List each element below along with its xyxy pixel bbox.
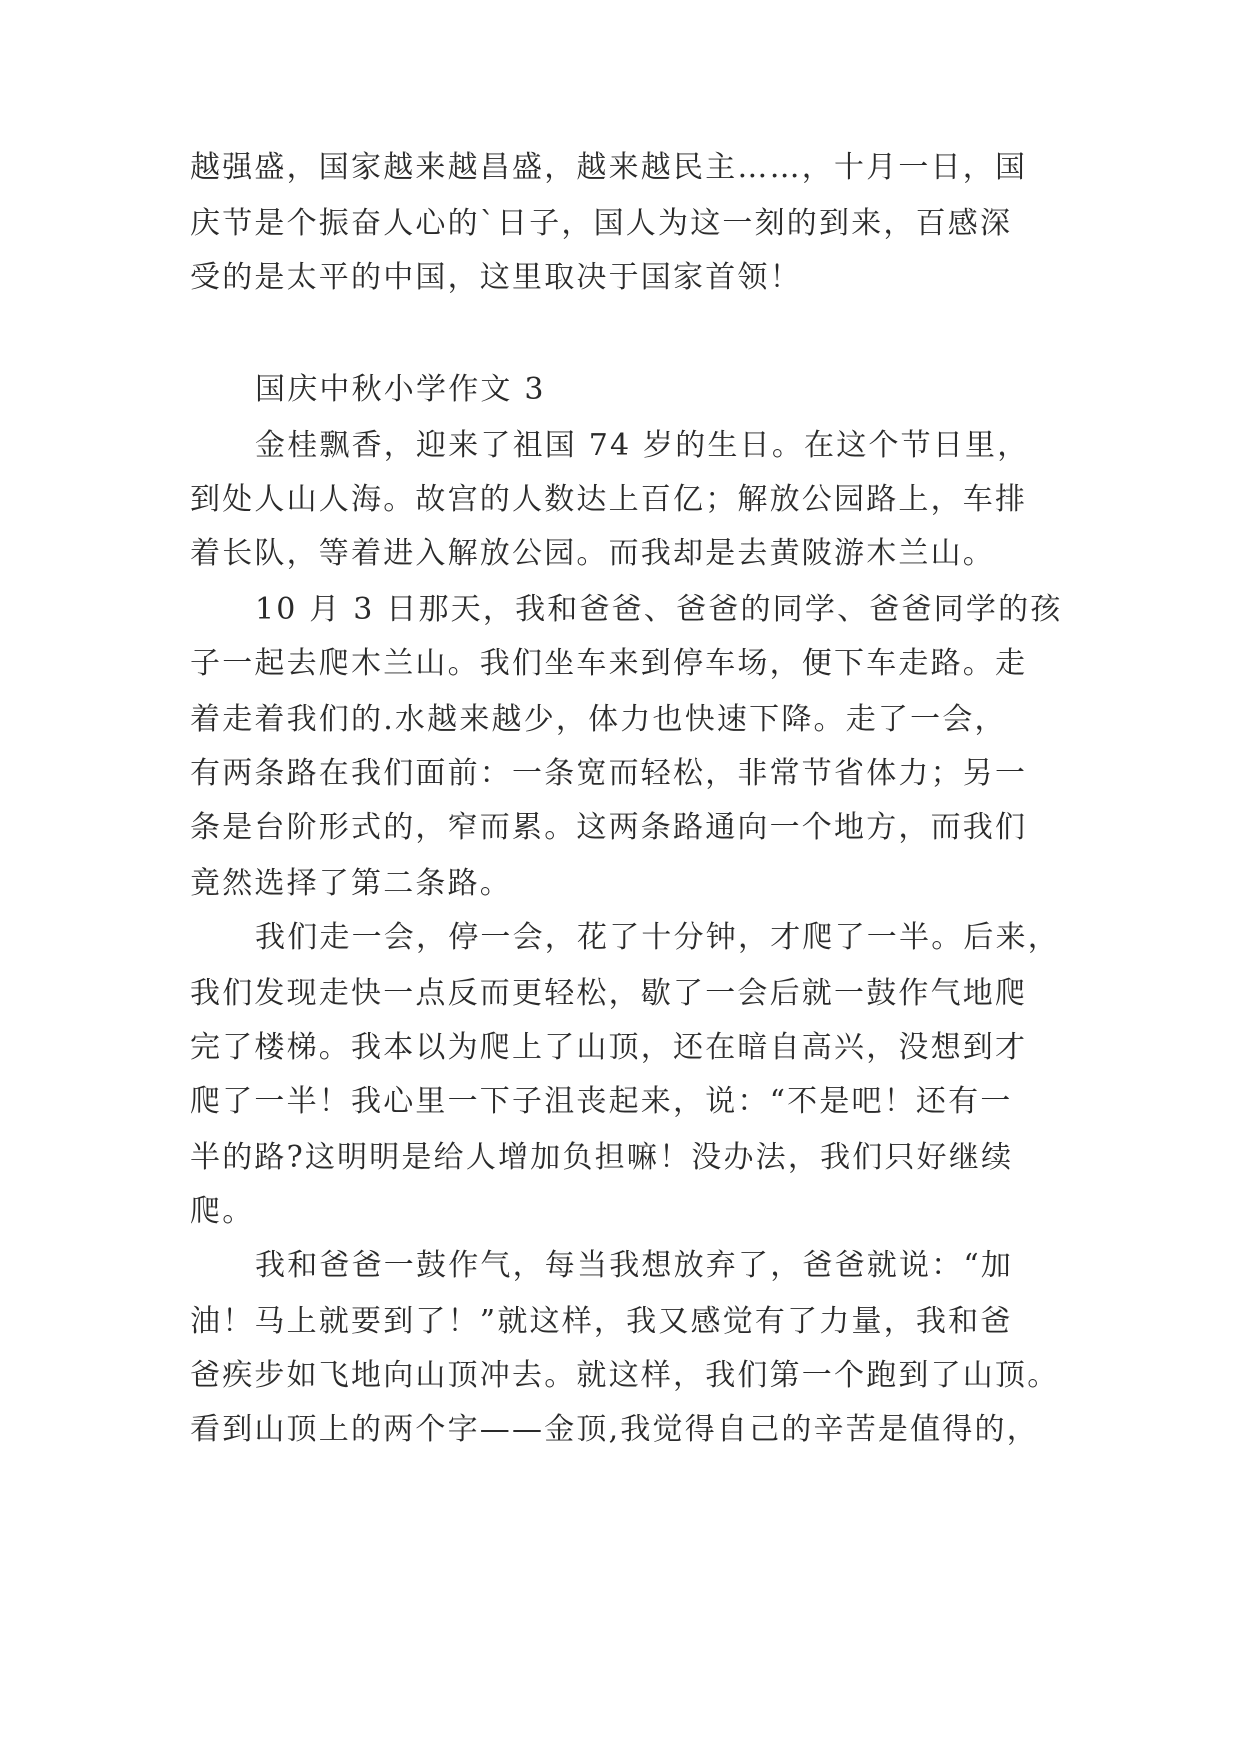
text-line: 着走着我们的.水越来越少，体力也快速下降。走了一会， — [190, 702, 1007, 737]
text-line: 爸疾步如飞地向山顶冲去。就这样，我们第一个跑到了山顶。 — [190, 1358, 1060, 1393]
text-line: 庆节是个振奋人心的`日子，国人为这一刻的到来，百感深 — [190, 206, 1013, 241]
text-line: 越强盛，国家越来越昌盛，越来越民主……，十月一日，国 — [190, 150, 1028, 185]
text-line: 爬。 — [190, 1194, 255, 1229]
text-line: 竟然选择了第二条路。 — [190, 866, 512, 901]
paragraph-first-line: 10 月 3 日那天，我和爸爸、爸爸的同学、爸爸同学的孩 — [255, 592, 1063, 627]
text-line: 半的路?这明明是给人增加负担嘛！没办法，我们只好继续 — [190, 1140, 1014, 1175]
text-line: 有两条路在我们面前：一条宽而轻松，非常节省体力；另一 — [190, 756, 1028, 791]
text-line: 受的是太平的中国，这里取决于国家首领！ — [190, 260, 802, 295]
paragraph-first-line: 我和爸爸一鼓作气，每当我想放弃了，爸爸就说：“加 — [255, 1248, 1014, 1283]
text-line: 子一起去爬木兰山。我们坐车来到停车场，便下车走路。走 — [190, 646, 1028, 681]
paragraph-first-line: 金桂飘香，迎来了祖国 74 岁的生日。在这个节日里， — [255, 428, 1030, 463]
essay-heading: 国庆中秋小学作文 3 — [255, 372, 546, 407]
text-line: 油！马上就要到了！”就这样，我又感觉有了力量，我和爸 — [190, 1304, 1013, 1339]
text-line: 条是台阶形式的，窄而累。这两条路通向一个地方，而我们 — [190, 810, 1028, 845]
text-line: 着长队，等着进入解放公园。而我却是去黄陂游木兰山。 — [190, 536, 995, 571]
text-line: 我们发现走快一点反而更轻松，歇了一会后就一鼓作气地爬 — [190, 976, 1028, 1011]
paragraph-first-line: 我们走一会，停一会，花了十分钟，才爬了一半。后来， — [255, 920, 1060, 955]
text-line: 爬了一半！我心里一下子沮丧起来，说：“不是吧！还有一 — [190, 1084, 1013, 1119]
text-line: 到处人山人海。故宫的人数达上百亿；解放公园路上，车排 — [190, 482, 1028, 517]
text-line: 看到山顶上的两个字——金顶,我觉得自己的辛苦是值得的， — [190, 1412, 1039, 1447]
text-line: 完了楼梯。我本以为爬上了山顶，还在暗自高兴，没想到才 — [190, 1030, 1028, 1065]
